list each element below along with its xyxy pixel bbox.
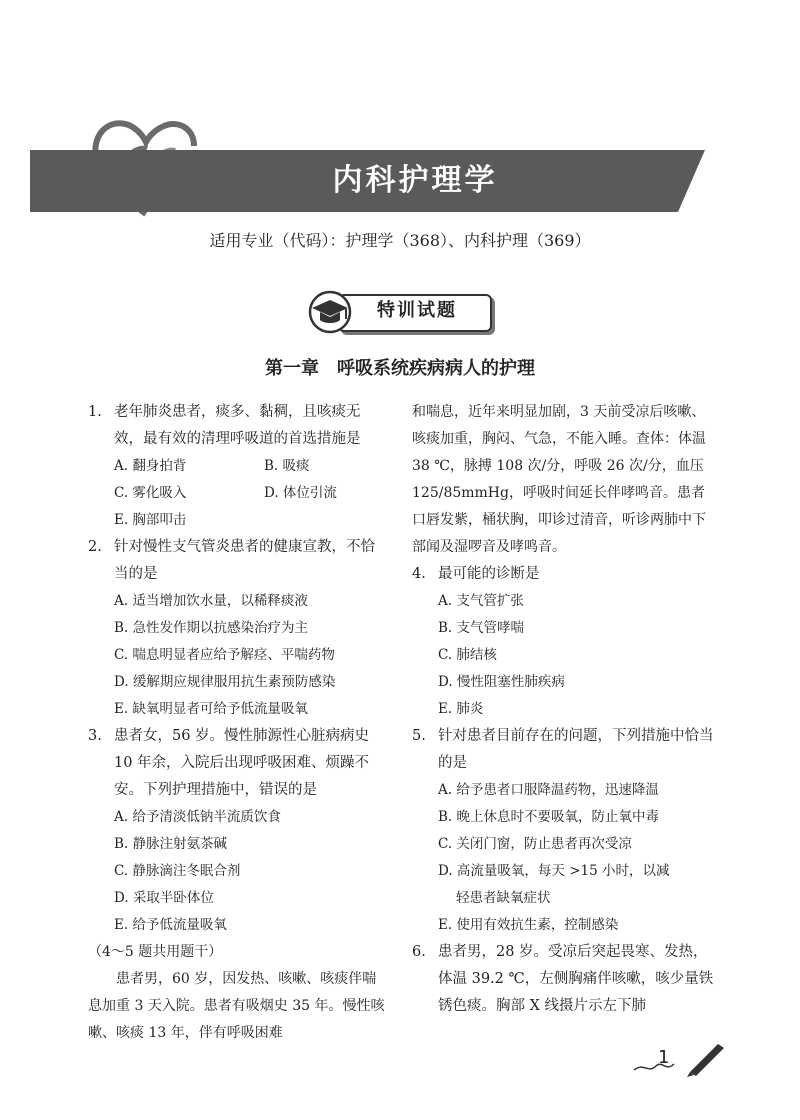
option-e: E. 胸部叩击 (114, 512, 187, 528)
option-e: E. 肺炎 (438, 701, 484, 717)
question-number: 6. (412, 944, 426, 960)
question-6 (412, 939, 717, 1020)
option-a: A. 适当增加饮水量，以稀释痰液 (114, 593, 308, 609)
question-3 (88, 723, 388, 804)
question-1 (88, 399, 388, 453)
option-a: A. 给予患者口服降温药物，迅速降温 (438, 782, 659, 798)
graduation-cap-icon (300, 290, 360, 334)
question-stem: 患者男，28 岁。受凉后突起畏寒、发热，体温 39.2 ℃，左侧胸痛伴咳嗽，咳少量铁锈色痰。胸部 X 线摄片示左下肺 (438, 944, 714, 1014)
option-a: A. 翻身拍背 (114, 458, 187, 474)
option-d: D. 慢性阻塞性肺疾病 (438, 674, 565, 690)
question-5 (412, 723, 717, 777)
option-c: C. 喘息明显者应给予解痉、平喘药物 (114, 647, 335, 663)
shared-stem-label: （4～5 题共用题干） (88, 944, 223, 960)
question-number: 1. (88, 404, 102, 420)
option-d-continued: 轻患者缺氧症状 (456, 890, 551, 906)
option-e: E. 缺氧明显者可给予低流量吸氧 (114, 701, 308, 717)
applicable-majors: 适用专业（代码）：护理学（368）、内科护理（369） (209, 231, 591, 250)
option-b: B. 急性发作期以抗感染治疗为主 (114, 620, 309, 636)
option-b: B. 支气管哮喘 (438, 620, 525, 636)
option-b: B. 晚上休息时不要吸氧，防止氧中毒 (438, 809, 660, 825)
left-column (88, 399, 388, 1047)
question-stem: 针对慢性支气管炎患者的健康宣教，不恰当的是 (114, 539, 375, 582)
option-a: A. 给予清淡低钠半流质饮食 (114, 809, 281, 825)
option-d: D. 采取半卧体位 (114, 890, 214, 906)
option-c: C. 静脉滴注冬眠合剂 (114, 863, 241, 879)
option-a: A. 支气管扩张 (438, 593, 524, 609)
question-4 (412, 561, 717, 588)
option-e: E. 给予低流量吸氧 (114, 917, 227, 933)
case-description-part-1: 患者男，60 岁，因发热、咳嗽、咳痰伴喘息加重 3 天入院。患者有吸烟史 35 年。慢性咳嗽、咳痰 13 年，伴有呼吸困难 (88, 971, 385, 1041)
question-number: 5. (412, 728, 426, 744)
pen-icon (630, 1038, 730, 1078)
question-number: 2. (88, 539, 102, 555)
question-stem: 针对患者目前存在的问题，下列措施中恰当的是 (438, 728, 714, 771)
case-description-part-2: 和喘息，近年来明显加剧，3 天前受凉后咳嗽、咳痰加重，胸闷、气急，不能入睡。查体：体温 38 ℃，脉搏 108 次/分，呼吸 26 次/分，血压 125/85mmHg，呼吸时间延长伴哮鸣音。患者口唇发紫，桶状胸，叩诊过清音，听诊两肺中下部闻及湿啰音及哮鸣音。 (412, 404, 706, 555)
question-number: 3. (88, 728, 102, 744)
option-c: C. 肺结核 (438, 647, 497, 663)
badge-label: 特训试题 (377, 300, 457, 321)
option-c: C. 关闭门窗，防止患者再次受凉 (438, 836, 632, 852)
option-d: D. 高流量吸氧，每天 >15 小时，以减 (438, 863, 670, 879)
question-stem: 老年肺炎患者，痰多、黏稠，且咳痰无效，最有效的清理呼吸道的首选措施是 (114, 404, 361, 447)
option-b: B. 静脉注射氨茶碱 (114, 836, 228, 852)
option-d: D. 缓解期应规律服用抗生素预防感染 (114, 674, 336, 690)
right-column (412, 399, 717, 1020)
option-d: D. 体位引流 (264, 485, 337, 501)
page-number: 1 (658, 1047, 670, 1068)
page-title: 内科护理学 (332, 163, 498, 198)
chapter-heading: 第一章 呼吸系统疾病病人的护理 (265, 358, 535, 379)
question-stem: 最可能的诊断是 (438, 566, 540, 582)
question-2 (88, 534, 388, 588)
option-e: E. 使用有效抗生素，控制感染 (438, 917, 619, 933)
section-badge (300, 290, 500, 334)
question-number: 4. (412, 566, 426, 582)
option-b: B. 吸痰 (264, 458, 310, 474)
option-c: C. 雾化吸入 (114, 485, 187, 501)
options-q1 (88, 453, 388, 534)
question-stem: 患者女，56 岁。慢性肺源性心脏病病史 10 年余，入院后出现呼吸困难、烦躁不安。下列护理措施中，错误的是 (114, 728, 370, 798)
